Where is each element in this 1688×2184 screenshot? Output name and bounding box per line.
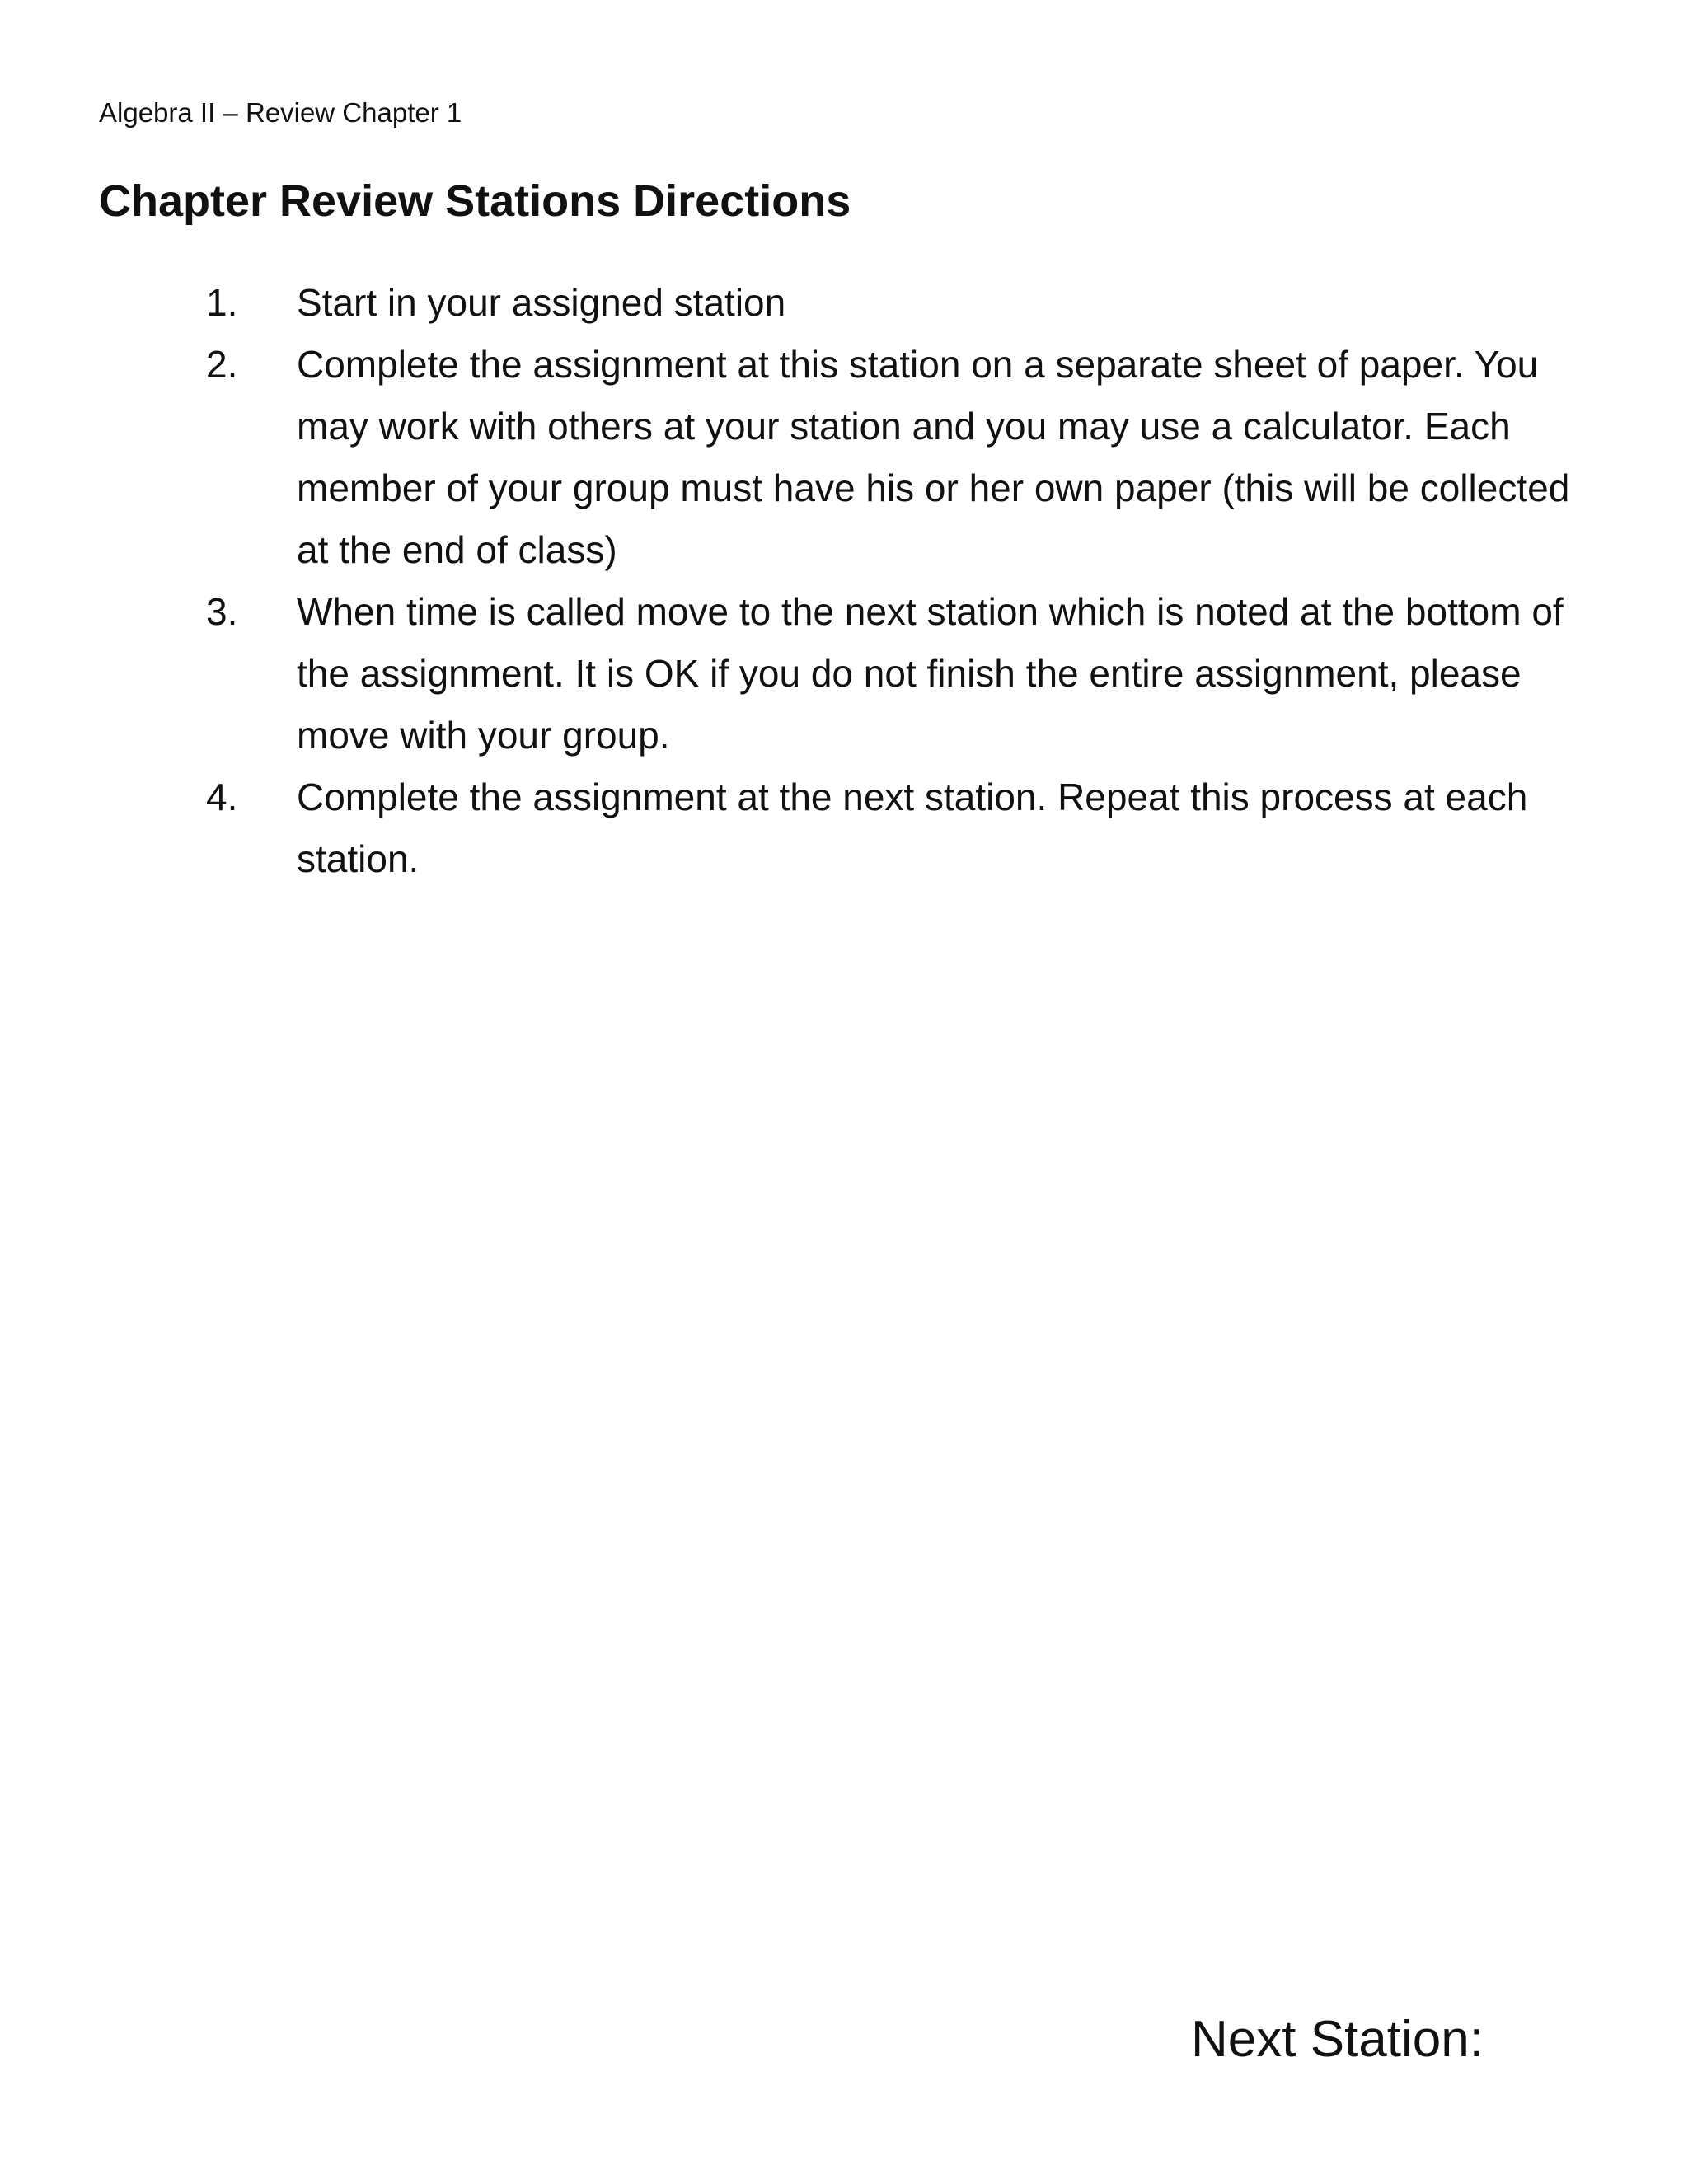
step-number: 2.: [206, 343, 238, 386]
step-text: Complete the assignment at the next station. Repeat this process at each station.: [297, 776, 1528, 880]
step-text: Start in your assigned station: [297, 281, 786, 324]
document-header: Algebra II – Review Chapter 1: [99, 97, 462, 128]
direction-step-4: [206, 766, 1607, 890]
direction-step-1: [206, 272, 1607, 334]
next-station-label: Next Station:: [1191, 2011, 1484, 2068]
direction-step-2: [206, 334, 1607, 581]
page-title: Chapter Review Stations Directions: [99, 176, 851, 226]
step-text: When time is called move to the next station which is noted at the bottom of the assignment. It is OK if you do not finish the entire assignment, please move with your group.: [297, 590, 1564, 757]
direction-step-3: [206, 581, 1607, 766]
step-number: 4.: [206, 776, 238, 818]
step-number: 3.: [206, 590, 238, 633]
step-number: 1.: [206, 281, 238, 324]
step-text: Complete the assignment at this station on a separate sheet of paper. You may work with others at your station and you may use a calculator. Each member of your group must have his or her own paper (this will be collected at the end of class): [297, 343, 1570, 571]
directions-list: [206, 272, 1607, 890]
